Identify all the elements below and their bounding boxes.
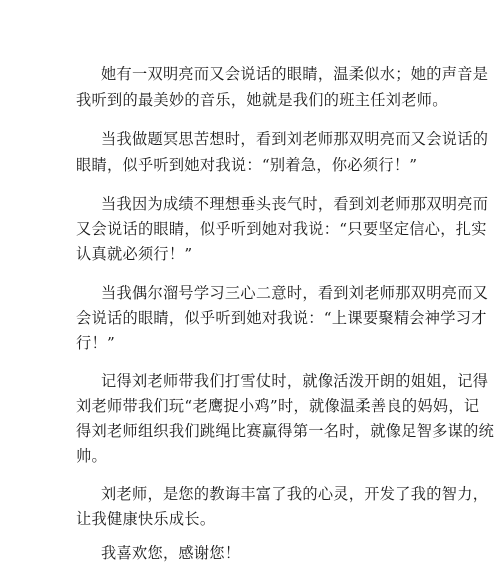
text-line: 会说话的眼睛，似乎听到她对我说：“上课要聚精会神学习才 — [76, 309, 487, 327]
text-line: 认真就必须行！” — [76, 245, 193, 263]
text-line: 眼睛，似乎听到她对我说：“别着急，你必须行！” — [76, 156, 418, 174]
text-line: 当我因为成绩不理想垂头丧气时，看到刘老师那双明亮而 — [101, 195, 489, 213]
text-line: 让我健康快乐成长。 — [76, 510, 216, 528]
text-line: 当我偶尔溜号学习三心二意时，看到刘老师那双明亮而又 — [101, 284, 489, 302]
text-line: 我听到的最美妙的音乐，她就是我们的班主任刘老师。 — [76, 91, 448, 109]
text-line: 刘老师，是您的教诲丰富了我的心灵，开发了我的智力， — [101, 485, 489, 503]
text-line: 行！” — [76, 334, 116, 352]
text-line: 她有一双明亮而又会说话的眼睛，温柔似水；她的声音是 — [101, 65, 489, 83]
text-line: 我喜欢您，感谢您！ — [101, 544, 241, 562]
text-line: 帅。 — [76, 447, 107, 465]
text-line: 得刘老师组织我们跳绳比赛赢得第一名时，就像足智多谋的统 — [76, 422, 495, 440]
text-line: 刘老师带我们玩“老鹰捉小鸡”时，就像温柔善良的妈妈，记 — [76, 397, 480, 415]
text-line: 又会说话的眼睛，似乎听到她对我说：“只要坚定信心，扎实 — [76, 220, 487, 238]
text-line: 当我做题冥思苦想时，看到刘老师那双明亮而又会说话的 — [101, 130, 489, 148]
text-line: 记得刘老师带我们打雪仗时，就像活泼开朗的姐姐，记得 — [101, 372, 489, 390]
